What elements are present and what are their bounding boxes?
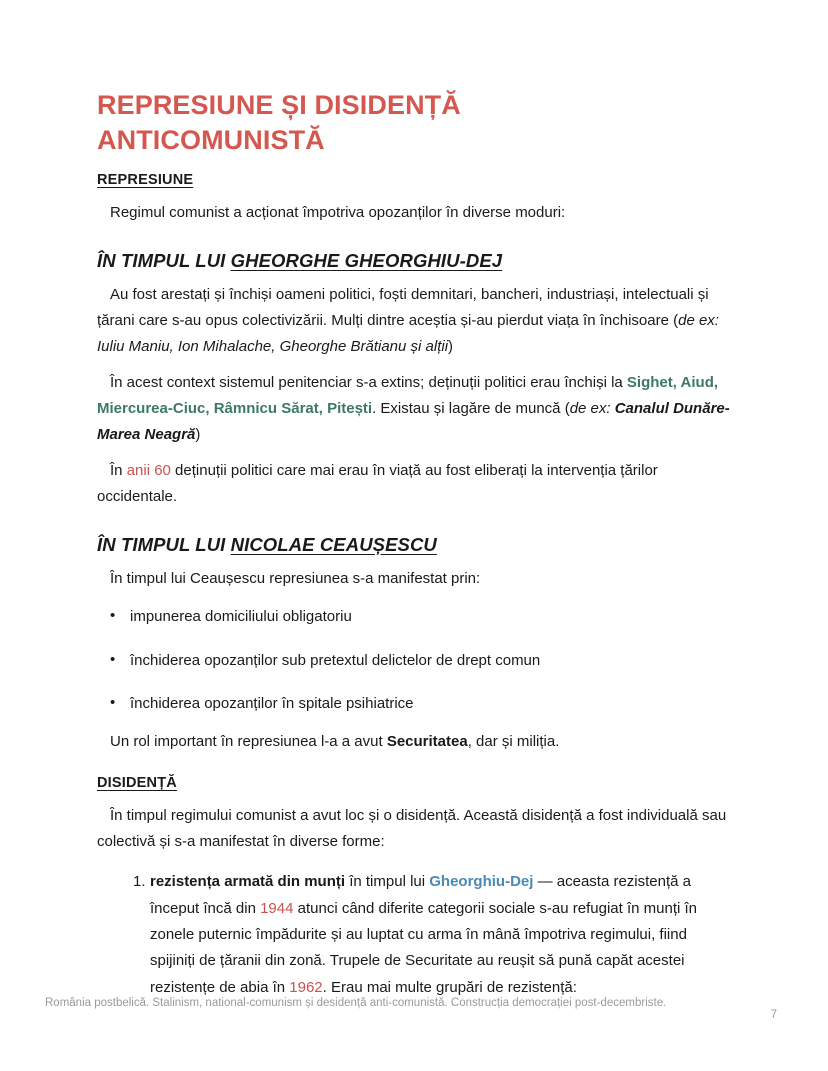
heading-prefix-dej: ÎN TIMPUL LUI: [97, 250, 231, 272]
paragraph-ceausescu-securitatea: [97, 729, 733, 755]
heading-represiune: REPRESIUNE: [97, 172, 194, 189]
text-penitenciar-a: În acest context sistemul penitenciar s-a extins; deținuții politici erau închiși la: [110, 373, 627, 391]
text-anii-60: anii 60: [126, 461, 171, 479]
paragraph-represiune-intro: Regimul comunist a acționat împotriva opozanților în diverse moduri:: [110, 204, 566, 222]
paragraph-dej-arestari: [97, 282, 733, 360]
paragraph-ceausescu-intro: În timpul lui Ceaușescu represiunea s-a manifestat prin:: [110, 569, 481, 587]
list-item: • închiderea opozanților sub pretextul delictelor de drept comun: [97, 648, 733, 674]
page-footer: [45, 995, 785, 1021]
heading-name-ceausescu: NICOLAE CEAUȘESCU: [230, 533, 437, 555]
paragraph-disidenta-intro: În timpul regimului comunist a avut loc și o disidență. Această disidență a fost individuală sau colectivă și s-a manifestat în diverse forme:: [97, 807, 727, 851]
document-content: [97, 88, 733, 1001]
list-item: • închiderea opozanților în spitale psihiatrice: [97, 691, 733, 717]
text-penitenciar-c: ): [195, 425, 201, 443]
list-item: [97, 869, 733, 1001]
heading-disidenta: DISIDENȚĂ: [97, 775, 177, 792]
heading-prefix-ceausescu: ÎN TIMPUL LUI: [97, 533, 231, 555]
text-dej-arestari-a: Au fost arestați și închiși oameni politici, foști demnitari, bancheri, industriași, intelectuali și țărani care s-au opus colectivizării. Mulți dintre aceștia și-au pierdut viața în închisoare (: [97, 286, 709, 330]
text-canal-dunare: Canalul Dunăre-Marea Neagră: [97, 399, 730, 443]
text-gheorghiu-dej-link: Gheorghiu-Dej: [429, 873, 534, 891]
text-penitenciar-b: . Existau și lagăre de muncă (: [372, 399, 570, 417]
heading-name-dej: GHEORGHE GHEORGHIU-DEJ: [230, 250, 503, 272]
paragraph-dej-penitenciare: [97, 370, 733, 448]
text-rezistenta-armata-lead: rezistența armată din munți: [150, 873, 346, 891]
text-year-1962: 1962: [289, 978, 323, 996]
text-rezistenta-d: . Erau mai multe grupări de rezistență:: [322, 978, 577, 996]
text-inchisori-list: Sighet, Aiud, Miercurea-Ciuc, Râmnicu Sărat, Pitești: [97, 373, 719, 417]
text-lagare-deex: de ex:: [569, 399, 615, 417]
footer-text: România postbelică. Stalinism, national-comunism și desidență anti-comunistă. Construcția democrației post-decembriste.: [45, 997, 667, 1009]
text-securitatea-a: Un rol important în represiunea l-a a avut: [110, 733, 387, 751]
text-dej-arestari-b: ): [448, 338, 454, 355]
heading-in-timpul-lui-ceausescu: [97, 534, 733, 556]
list-disidenta-forme: [97, 869, 733, 1001]
list-ceausescu-metode: [97, 604, 733, 718]
text-dej-exemple-persoane: de ex: Iuliu Maniu, Ion Mihalache, Gheorghe Brătianu și alții: [97, 312, 719, 355]
heading-in-timpul-lui-gheorghiu-dej: [97, 250, 733, 272]
text-rezistenta-b: — aceasta rezistență a început încă din: [150, 873, 692, 917]
page-number: 7: [770, 1009, 777, 1021]
text-rezistenta-a: în timpul lui: [345, 873, 430, 891]
text-rezistenta-c: atunci când diferite categorii sociale s-au refugiat în munți în zonele puternic împădurite și au luptat cu arma în mână împotriva regimului, fiind spijiniți de țăranii din zonă. Trupele de Securitate au reușit să pună capăt acestei rezistențe de abia în: [150, 899, 698, 996]
paragraph-dej-eliberari: [97, 458, 733, 510]
text-securitatea: Securitatea: [386, 733, 468, 751]
text-eliberari-a: În: [110, 461, 127, 479]
text-year-1944: 1944: [260, 899, 294, 917]
page-title: REPRESIUNE ȘI DISIDENȚĂ ANTICOMUNISTĂ: [97, 90, 461, 156]
text-eliberari-b: deținuții politici care mai erau în viață au fost eliberați la intervenția țărilor occidentale.: [97, 461, 658, 505]
text-securitatea-b: , dar și miliția.: [467, 733, 560, 751]
list-item: • impunerea domiciliului obligatoriu: [97, 604, 733, 630]
